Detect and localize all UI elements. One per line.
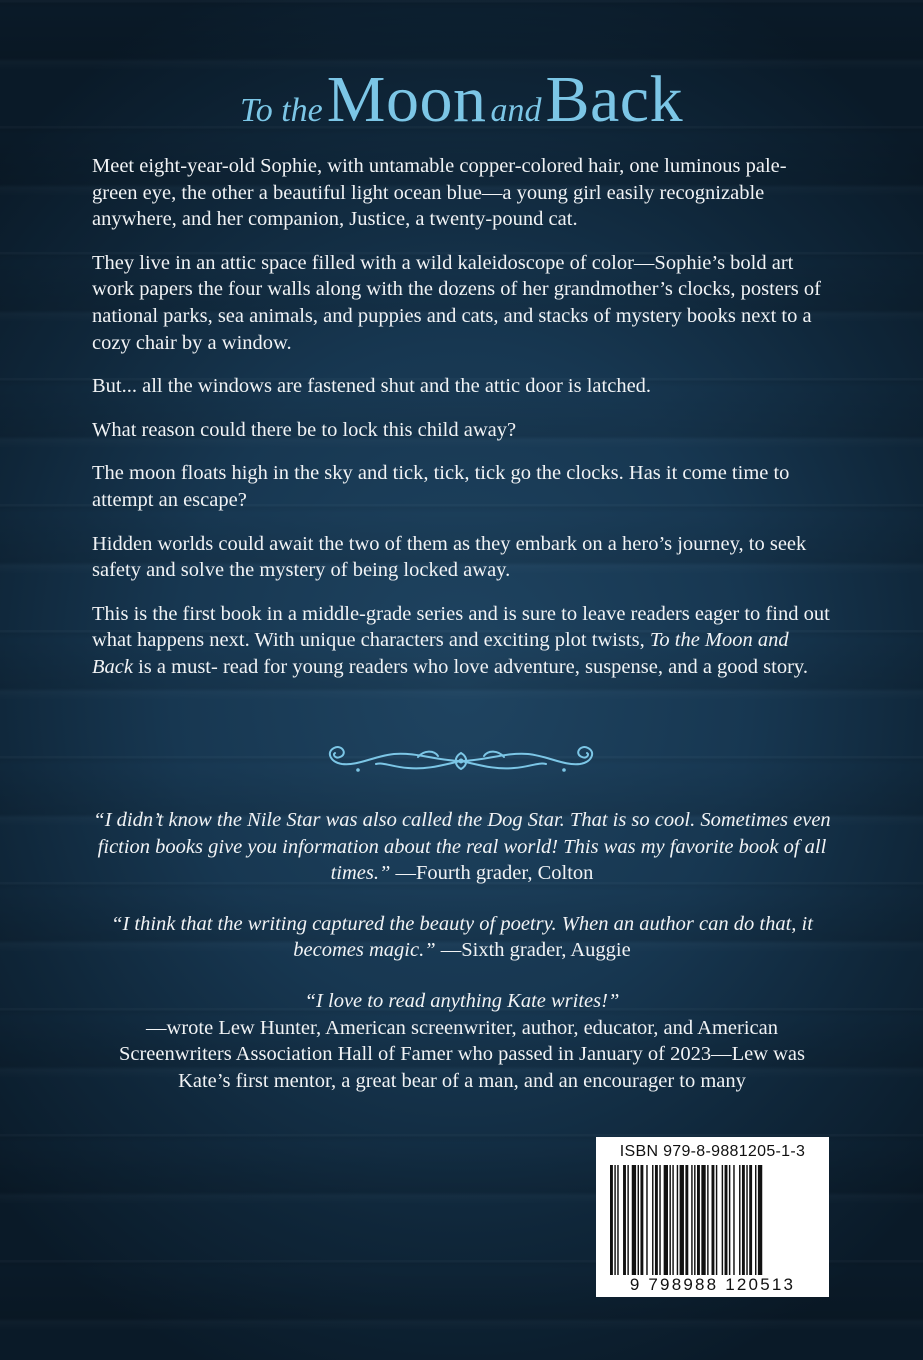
barcode-bar <box>739 1165 740 1275</box>
final-text-after: is a must- read for young readers who love adventure, suspense, and a good story. <box>132 655 808 678</box>
barcode-bar <box>659 1165 660 1275</box>
barcode-bar <box>655 1165 658 1275</box>
barcode-bar <box>627 1165 628 1275</box>
barcode-bar <box>755 1165 756 1275</box>
testimonial-attribution: —wrote Lew Hunter, American screenwriter, author, educator, and American Screenwriters Association Hall of Famer who passed in January of 2023—Lew was Kate’s first mentor, a great bear of a man, and an encourager to many <box>118 1016 806 1092</box>
barcode-bars <box>608 1165 818 1275</box>
isbn-barcode <box>596 1137 829 1297</box>
barcode-bar <box>672 1165 673 1275</box>
description-paragraph: They live in an attic space filled with a wild kaleidoscope of color—Sophie’s bold art work papers the four walls along with the dozens of her grandmother’s clocks, posters of national parks, sea animals, and puppies and cats, and stacks of mystery books next to a cozy chair by a window. <box>92 251 821 354</box>
barcode-bar <box>729 1165 730 1275</box>
testimonial <box>92 988 832 1094</box>
barcode-bar <box>685 1165 688 1275</box>
scroll-flourish-icon <box>318 740 604 782</box>
reader-testimonials <box>92 807 832 1094</box>
testimonial-attribution: —Sixth grader, Auggie <box>435 939 631 962</box>
barcode-bar <box>638 1165 639 1275</box>
barcode-bar <box>697 1165 700 1275</box>
barcode-bar <box>691 1165 692 1275</box>
barcode-bar <box>749 1165 752 1275</box>
barcode-bar <box>733 1165 734 1275</box>
barcode-bar <box>694 1165 695 1275</box>
title-word-to-the: To the <box>239 92 323 129</box>
barcode-bar <box>664 1165 668 1275</box>
title-word-and: and <box>490 92 542 129</box>
barcode-bar <box>669 1165 670 1275</box>
book-title-inline: To the Moon and Back <box>92 629 789 678</box>
description-paragraph-final <box>92 601 832 681</box>
barcode-bar <box>646 1165 647 1275</box>
isbn-label: ISBN 979-8-9881205-1-3 <box>619 1143 806 1160</box>
title-word-back: Back <box>545 63 684 136</box>
book-description <box>92 153 832 698</box>
testimonial <box>92 911 832 964</box>
final-text-before: This is the first book in a middle-grade series and is sure to leave readers eager to find out what happens next. With unique characters and exciting plot twists, <box>92 602 830 652</box>
barcode-bar <box>614 1165 615 1275</box>
testimonial-attribution: —Fourth grader, Colton <box>390 862 594 885</box>
testimonial-quote: “I didn’t know the Nile Star was also called the Dog Star. That is so cool. Sometimes even fiction books give you information about the real world! This was my favorite book of all times.” <box>93 809 831 885</box>
barcode-bar <box>701 1165 705 1275</box>
description-paragraph: But... all the windows are fastened shut and the attic door is latched. <box>92 375 652 398</box>
testimonial <box>92 807 832 887</box>
barcode-bar <box>712 1165 715 1275</box>
barcode-bar <box>632 1165 636 1275</box>
barcode-bar <box>722 1165 723 1275</box>
testimonial-quote: “I love to read anything Kate writes!” <box>304 989 620 1012</box>
barcode-bar <box>707 1165 708 1275</box>
description-paragraph: What reason could there be to lock this child away? <box>92 418 517 441</box>
isbn-digits: 9 798988 120513 <box>600 1275 825 1295</box>
description-paragraph: Meet eight-year-old Sophie, with untamable copper-colored hair, one luminous pale-green eye, the other a beautiful light ocean blue—a young girl easily recognizable anywhere, and her companion, Justice, a twenty-pound cat. <box>92 155 787 231</box>
barcode-bar <box>623 1165 626 1275</box>
barcode-bar <box>758 1165 762 1275</box>
barcode-bar <box>617 1165 618 1275</box>
barcode-bar <box>680 1165 684 1275</box>
description-paragraph: Hidden worlds could await the two of them as they embark on a hero’s journey, to seek safety and solve the mystery of being locked away. <box>92 532 807 582</box>
barcode-bar <box>652 1165 653 1275</box>
testimonial-quote: “I think that the writing captured the beauty of poetry. When an author can do that, it becomes magic.” <box>111 912 813 962</box>
book-title <box>0 62 923 142</box>
description-paragraph: The moon floats high in the sky and tick, tick, tick go the clocks. Has it come time to attempt an escape? <box>92 462 790 511</box>
barcode-bar <box>716 1165 717 1275</box>
barcode-bar <box>610 1165 613 1275</box>
barcode-bar <box>746 1165 747 1275</box>
barcode-bar <box>640 1165 643 1275</box>
barcode-bar <box>742 1165 745 1275</box>
barcode-bar <box>677 1165 678 1275</box>
barcode-bar <box>725 1165 728 1275</box>
title-word-moon: Moon <box>326 63 487 136</box>
